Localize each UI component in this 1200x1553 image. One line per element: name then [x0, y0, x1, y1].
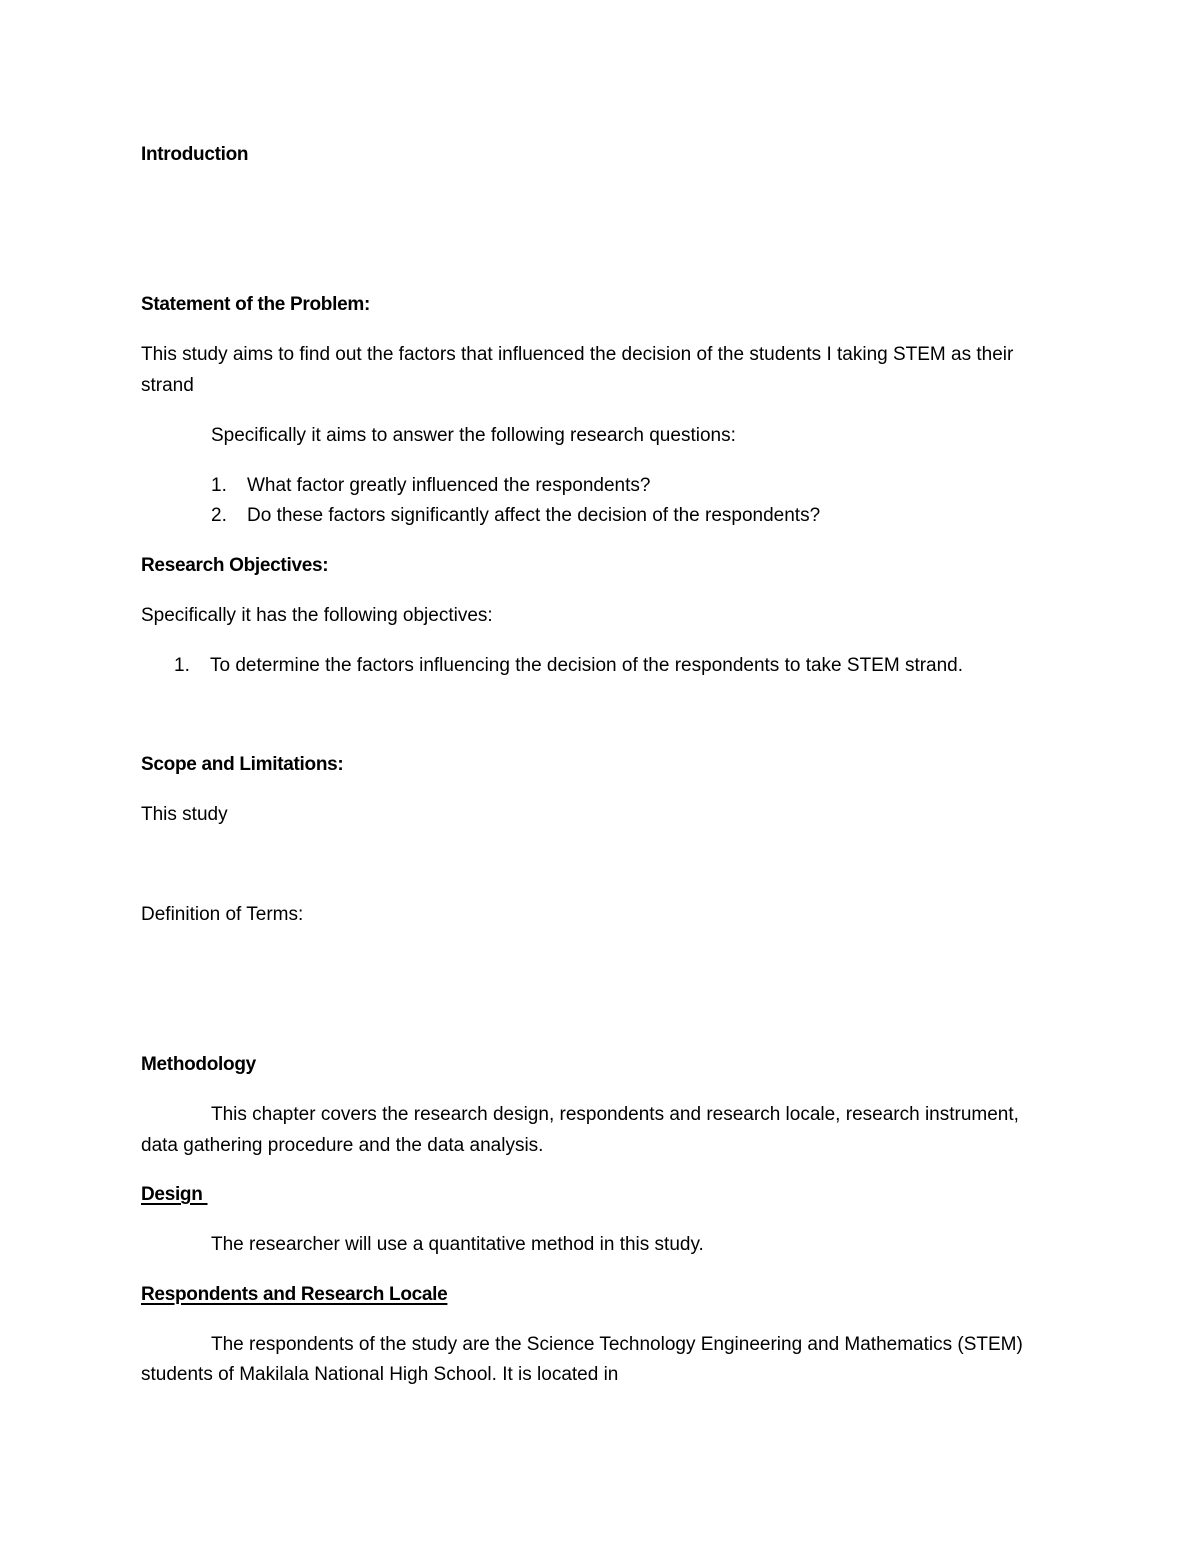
- definition-heading: Definition of Terms:: [141, 904, 304, 925]
- research-objectives-heading: Research Objectives:: [141, 555, 329, 576]
- methodology-heading: Methodology: [141, 1054, 256, 1075]
- list-number: 1.: [211, 475, 227, 496]
- objective-item: [174, 651, 963, 681]
- research-questions-intro: Specifically it aims to answer the following research questions:: [211, 425, 736, 446]
- scope-heading: Scope and Limitations:: [141, 754, 344, 775]
- list-number: 1.: [174, 655, 190, 676]
- objectives-intro: Specifically it has the following objectives:: [141, 605, 493, 626]
- introduction-heading: Introduction: [141, 144, 249, 165]
- design-heading: Design: [141, 1184, 208, 1205]
- respondents-heading: Respondents and Research Locale: [141, 1284, 448, 1305]
- statement-body-line-1: This study aims to find out the factors that influenced the decision of the students I taking STEM as their: [141, 344, 1014, 365]
- list-number: 2.: [211, 505, 227, 526]
- design-body: The researcher will use a quantitative method in this study.: [211, 1234, 704, 1255]
- scope-body: This study: [141, 804, 228, 825]
- statement-body-line-2: strand: [141, 375, 194, 396]
- list-item-text: To determine the factors influencing the decision of the respondents to take STEM strand.: [210, 655, 964, 676]
- methodology-body-line-1: This chapter covers the research design, respondents and research locale, research instrument,: [211, 1104, 1019, 1125]
- methodology-body-line-2: data gathering procedure and the data analysis.: [141, 1135, 544, 1156]
- list-item-text: Do these factors significantly affect the decision of the respondents?: [247, 505, 821, 526]
- research-question-item: [211, 471, 650, 501]
- statement-of-problem-heading: Statement of the Problem:: [141, 294, 370, 315]
- respondents-body-line-1: The respondents of the study are the Science Technology Engineering and Mathematics (STEM): [211, 1334, 1023, 1355]
- research-question-item: [211, 501, 820, 531]
- list-item-text: What factor greatly influenced the respondents?: [247, 475, 651, 496]
- respondents-body-line-2: students of Makilala National High School. It is located in: [141, 1364, 619, 1385]
